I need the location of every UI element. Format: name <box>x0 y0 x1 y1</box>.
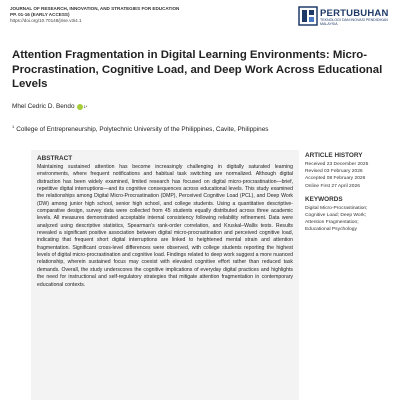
history-received: Received 23 December 2025 <box>305 162 369 167</box>
keyword-line: Attention Fragmentation; <box>305 220 359 226</box>
history-online: Online First 27 April 2026 <box>305 183 360 189</box>
keyword-line: Educational Psychology <box>305 227 357 233</box>
keyword-line: Cognitive Load; Deep Work; <box>305 213 367 219</box>
affiliation-text: College of Entrepreneurship, Polytechnic University of the Philippines, Cavite, Philippines <box>16 126 269 134</box>
history-accepted: Accepted 08 February 2026 <box>305 176 366 182</box>
orcid-icon[interactable] <box>77 104 83 110</box>
journal-doi[interactable]: https://doi.org/10.70148/jrise.v3i4.1 <box>10 18 82 23</box>
author-affiliation-ref: 1* <box>83 104 88 109</box>
publisher-name: PERTUBUHAN <box>320 8 389 19</box>
publisher-logo <box>298 4 398 30</box>
keyword-line: Digital Micro-Procrastination; <box>305 205 368 211</box>
author-name: Mhel Cedric D. Bendo <box>12 103 75 110</box>
affiliation <box>12 124 268 133</box>
abstract-box <box>31 150 299 400</box>
affiliation-number: 1 <box>12 124 15 129</box>
journal-name: JOURNAL OF RESEARCH, INNOVATION, AND STRATEGIES FOR EDUCATION <box>10 6 180 11</box>
paper-title: Attention Fragmentation in Digital Learning Environments: Micro-Procrastination, Cognitive Load, and Deep Work Across Educational Levels <box>12 49 383 90</box>
publisher-logo-icon <box>298 6 318 26</box>
author-line <box>12 103 87 110</box>
publisher-subtitle: TEKNOLOGI DAN INOVASI PENDIDIKAN MALAYSIA <box>320 18 388 27</box>
journal-pages: PP. 01-16 (EARLY ACCESS) <box>10 12 70 17</box>
abstract-heading: ABSTRACT <box>37 155 73 162</box>
keywords-heading: KEYWORDS <box>305 195 343 203</box>
journal-header <box>10 6 260 24</box>
history-heading: ARTICLE HISTORY <box>305 152 363 159</box>
article-sidebar <box>305 152 397 234</box>
history-revised: Revised 03 February 2026 <box>305 169 363 175</box>
abstract-text: Maintaining sustained attention has become increasingly challenging in digitally saturated learning environments, where frequent notifications and habitual task switching are normalized. Although digital distraction has been widely examined, limited research has focused on digital micro-procrastination—brief, repetitive digital interruptions—and its cognitive consequences across educational levels. This study examined the relationships among Digital Micro-Procrastination (DMP), Perceived Cognitive Load (PCL), and Deep Work (DW) among junior high school, senior high school, and college students. Using a quantitative descriptive-comparative design, survey data were collected from 45 students equally distributed across three academic levels. All measures demonstrated acceptable internal consistency following reliability refinement. Data were analyzed using descriptive statistics, Spearman's rank-order correlation, and Kruskal–Wallis tests. Results revealed a significant positive association between digital micro-procrastination and perceived cognitive load, indicating that frequent short digital interruptions are linked to heightened mental strain and attention fragmentation. Significant cross-level differences were observed, with college students reporting the highest levels of digital micro-procrastination and cognitive load. Findings related to deep work suggest a more nuanced relationship, wherein sustained focus may coexist with elevated cognitive effort rather than reduced task demands. Overall, the study underscores the cognitive implications of everyday digital practices and highlights the need for instructional and self-regulatory strategies that mitigate attention fragmentation in contemporary educational contexts. <box>37 164 293 288</box>
